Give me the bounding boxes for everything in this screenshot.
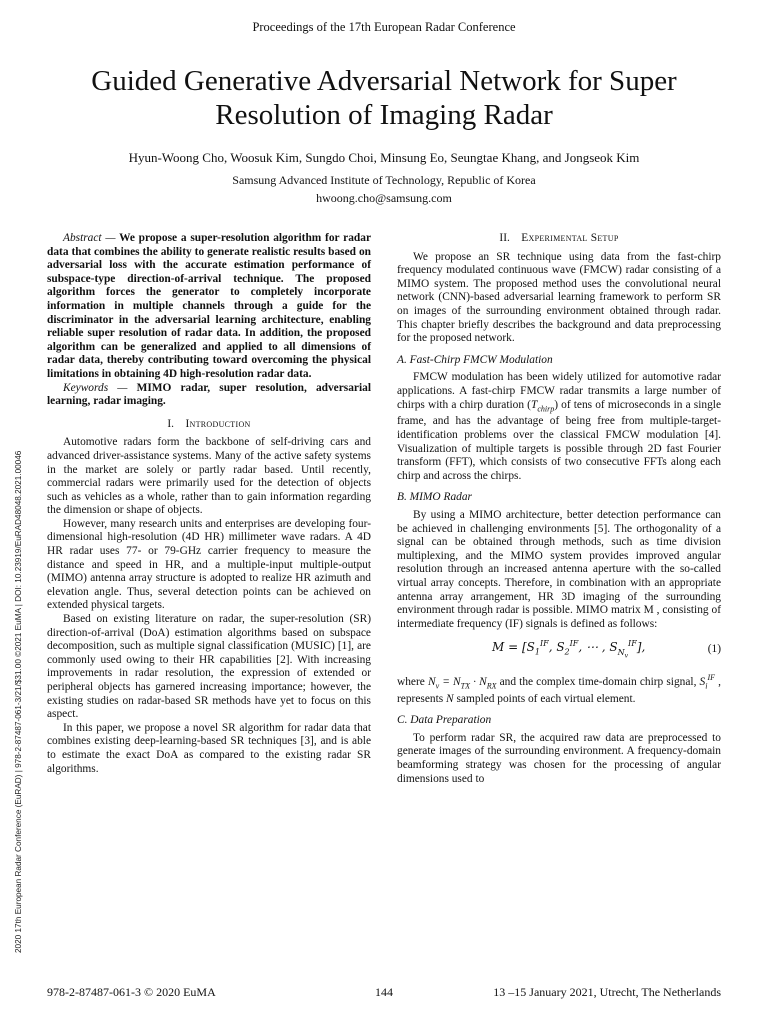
keywords-text: MIMO radar, super resolution, adversarial learning, radar imaging. xyxy=(47,381,371,408)
abstract-text: We propose a super-resolution algorithm for radar data that combines the ability to generate realistic results based on adversarial loss with the accurate estimation performance of subspace-type direction-of-arrival technique. The proposed algorithm forces the generator to completely incorporate information in multiple channels through a guide for the discriminator in the adversarial learning architecture, enabling reliable super resolution of radar data. In addition, the proposed algorithm can be generalized and applied to all dimensions of radar data, thereby contributing toward overcoming the physical limitations in obtaining 4D high-resolution radar data. xyxy=(47,232,372,380)
fmcw-text-1: FMCW modulation has been widely utilized for automotive radar applications. A fast-chirp FMCW radar transmits a large number of chirps with a chirp duration ( xyxy=(397,371,721,411)
where-text-3: , represents xyxy=(397,675,722,705)
intro-paragraph-3: Based on existing literature on radar, the super-resolution (SR) direction-of-arrival (DoA) estimation algorithms based on subspace decomposition, such as multiple signal classification (MUSIC) [1], are commonly used owing to their HR capabilities [2]. With increasing improvements in radar resolution, the expression of extended or peripheral objects has garnered increasing importance; however, the existing studies on radar-based SR methods have yet to focus on this aspect. xyxy=(47,613,371,721)
abstract-label: Abstract — xyxy=(63,232,116,244)
footer-dates: 13 –15 January 2021, Utrecht, The Netherlands xyxy=(493,985,721,999)
where-text-4: sampled points of each virtual element. xyxy=(453,692,636,705)
footer-isbn: 978-2-87487-061-3 © 2020 EuMA xyxy=(47,985,216,999)
where-text-2: and the complex time-domain chirp signal, xyxy=(496,675,700,688)
data-prep-paragraph: To perform radar SR, the acquired raw data are preprocessed to generate images of the surrounding environment. A frequency-domain beamforming strategy was chosen for the processing of angular dimensions used to xyxy=(397,731,721,785)
left-column xyxy=(47,232,371,776)
subsection-heading-data-prep: C. Data Preparation xyxy=(397,714,492,727)
right-column xyxy=(397,232,721,786)
abstract xyxy=(47,232,371,382)
conference-header: Proceedings of the 17th European Radar Conference xyxy=(252,20,516,34)
section-heading-experimental-setup xyxy=(397,232,721,246)
affiliation: Samsung Advanced Institute of Technology, Republic of Korea xyxy=(232,173,536,187)
mimo-paragraph: By using a MIMO architecture, better detection performance can be achieved in challenging environments [5]. The orthogonality of a signal can be obtained through methods, such as time division multiplexing, and the MIMO system provides improved angular resolution through an increased antenna aperture with the so-called virtual array concepts. Therefore, in combination with an appropriate antenna array arrangement, HR 3D imaging of the surrounding environment through radar is possible. MIMO matrix M , consisting of intermediate frequency (IF) signals is defined as follows: xyxy=(397,508,721,630)
intro-paragraph-4: In this paper, we propose a novel SR algorithm for radar data that combines existing deep-learning-based SR techniques [3], and is able to estimate the exact DoA as compared to the existing radar SR algorithms. xyxy=(47,721,371,775)
section-numeral: I. xyxy=(167,417,175,430)
paper-title xyxy=(40,64,728,132)
subsection-heading-fmcw: A. Fast-Chirp FMCW Modulation xyxy=(397,353,553,366)
equation-number: (1) xyxy=(707,643,721,656)
mimo-where-paragraph xyxy=(397,671,721,706)
t-symbol: T xyxy=(530,398,538,411)
where-text-1: where xyxy=(397,675,428,688)
keywords xyxy=(47,382,371,409)
chirp-subscript: chirp xyxy=(537,403,555,413)
keywords-label: Keywords — xyxy=(63,381,128,394)
footer-page-number: 144 xyxy=(375,985,393,999)
equation-1 xyxy=(397,637,721,663)
intro-paragraph-1: Automotive radars form the backbone of self-driving cars and advanced driver-assistance systems. Many of the active safety systems in the market are solely or partly radar based. Until recently, commercial radars were primarily used for the detection of objects such as vehicles as a whole, rather than to gain information regarding the dimension or shape of objects. xyxy=(47,436,371,517)
author-list: Hyun-Woong Cho, Woosuk Kim, Sungdo Choi, Minsung Eo, Seungtae Khang, and Jongseok Kim xyxy=(128,150,640,165)
section-heading-introduction xyxy=(47,418,371,432)
title-line-2: Resolution of Imaging Radar xyxy=(215,99,553,131)
equation-body: $M = [S_1^{IF}$, $S_2^{IF}$, ⋯ , $S_{N_v}^{IF}$], xyxy=(492,639,646,660)
fmcw-paragraph xyxy=(397,371,721,483)
section-numeral: II. xyxy=(499,232,510,244)
n-symbol: N xyxy=(446,692,454,705)
fmcw-text-2: ) of tens of microseconds in a single frame, and has the advantage of being free from multiple-target-identification problems over the classical FMCW modulation [4]. Visualization of multiple targets is possible through 2D fast Fourier transform (FFT), which consists of two consecutive FFTs along each chirp and across the chirps. xyxy=(397,398,721,482)
title-line-1: Guided Generative Adversarial Network for Super xyxy=(91,65,677,97)
subsection-heading-mimo: B. MIMO Radar xyxy=(397,491,472,504)
intro-paragraph-2: However, many research units and enterprises are developing four-dimensional high-resolution (4D HR) millimeter wave radars. A 4D HR radar uses 77- or 79-GHz carrier frequency to measure the distance and speed in HR, and a multiple-input multiple-output (MIMO) antenna array structure is adopted to realize HR azimuth and elevation angle. Thus, several detection points can be achieved on extended physical targets. xyxy=(47,517,371,612)
t-chirp-symbol xyxy=(531,399,554,411)
section-title: Introduction xyxy=(185,417,251,430)
side-doi-identifier: 2020 17th European Radar Conference (EuRAD) | 978-2-87487-061-3/21/$31.00 ©2021 EuMA | DOI: 10.23919/EuRAD48048.2021.00046 xyxy=(14,450,23,953)
setup-intro-paragraph: We propose an SR technique using data from the fast-chirp frequency modulated continuous wave (FMCW) radar consisting of a MIMO system. The proposed method uses the convolutional neural network (CNN)-based adversarial learning framework to perform SR on images of the surrounding environment obtained through radar. This chapter briefly describes the background and data preprocessing for the proposed network. xyxy=(397,250,721,345)
contact-email: hwoong.cho@samsung.com xyxy=(316,191,452,205)
section-title: Experimental Setup xyxy=(521,232,619,244)
s-if-symbol: $S_i^{IF}$ xyxy=(699,672,716,690)
nv-definition: $N_v = N_{TX} \cdot N_{RX}$ xyxy=(427,675,497,690)
